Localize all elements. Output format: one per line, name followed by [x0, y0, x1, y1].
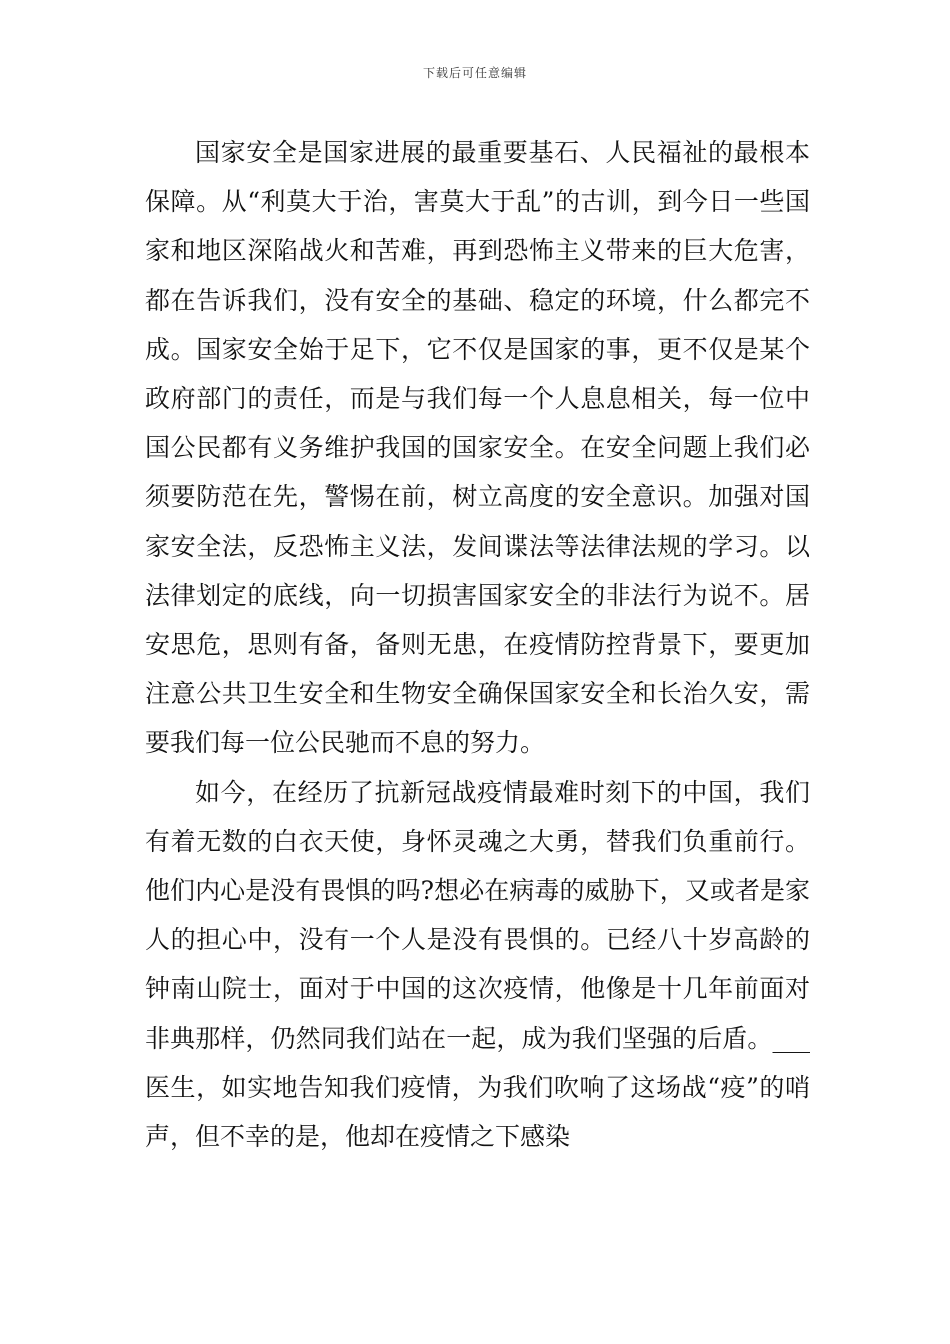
header-note: 下载后可任意编辑	[422, 66, 527, 80]
document-body	[145, 128, 810, 1161]
paragraph: 国家安全是国家进展的最重要基石、人民福祉的最根本保障。从“利莫大于治，害莫大于乱”的古训，到今日一些国家和地区深陷战火和苦难，再到恐怖主义带来的巨大危害，都在告诉我们，没有安全的基础、稳定的环境，什么都完不成。国家安全始于足下，它不仅是国家的事，更不仅是某个政府部门的责任，而是与我们每一个人息息相关，每一位中国公民都有义务维护我国的国家安全。在安全问题上我们必须要防范在先，警惕在前，树立高度的安全意识。加强对国家安全法，反恐怖主义法，发间谍法等法律法规的学习。以法律划定的底线，向一切损害国家安全的非法行为说不。居安思危，思则有备，备则无患，在疫情防控背景下，要更加注意公共卫生安全和生物安全确保国家安全和长治久安，需要我们每一位公民驰而不息的努力。	[145, 138, 810, 758]
paragraph: 如今，在经历了抗新冠战疫情最难时刻下的中国，我们有着无数的白衣天使，身怀灵魂之大勇，替我们负重前行。他们内心是没有畏惧的吗?想必在病毒的威胁下，又或者是家人的担心中，没有一个人是没有畏惧的。已经八十岁高龄的钟南山院士，面对于中国的这次疫情，他像是十几年前面对非典那样，仍然同我们站在一起，成为我们坚强的后盾。___医生，如实地告知我们疫情，为我们吹响了这场战“疫”的哨声，但不幸的是，他却在疫情之下感染	[145, 777, 810, 1152]
